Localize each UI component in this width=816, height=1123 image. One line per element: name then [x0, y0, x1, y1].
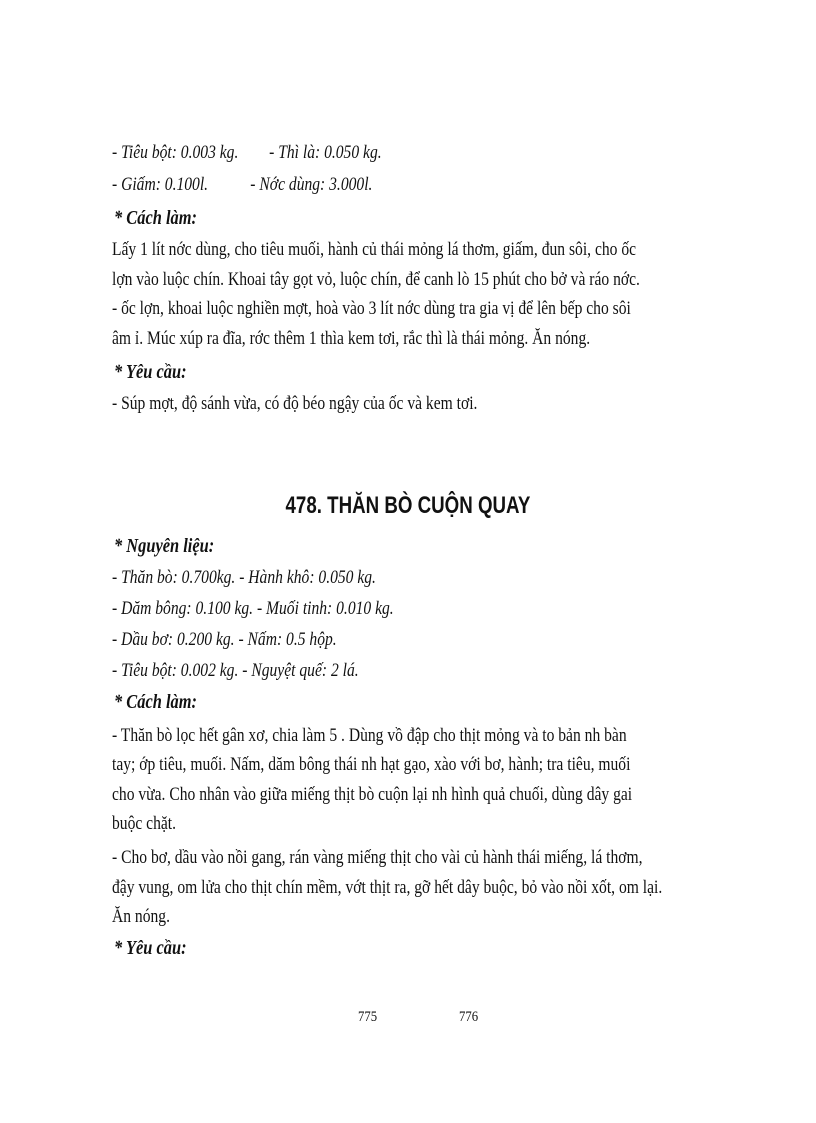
ingredient-line: - Dầu bơ: 0.200 kg. - Nấm: 0.5 hộp.: [112, 629, 337, 650]
method-heading: * Cách làm:: [114, 691, 197, 713]
recipe-title: [0, 491, 816, 521]
recipe-title-text: 478. THĂN BÒ CUỘN QUAY: [285, 492, 531, 519]
ingredient-item: - Thì là: 0.050 kg.: [269, 142, 382, 163]
paragraph-line: âm ỉ. Múc xúp ra đĩa, rớc thêm 1 thìa kem tơi, rắc thì là thái mỏng. Ăn nóng.: [112, 328, 591, 349]
paragraph-line: - Súp mợt, độ sánh vừa, có độ béo ngậy của ốc và kem tơi.: [112, 393, 478, 414]
ingredient-item: - Giấm: 0.100l.: [112, 174, 209, 195]
paragraph-line: - ốc lợn, khoai luộc nghiền mợt, hoà vào 3 lít nớc dùng tra gia vị để lên bếp cho sôi: [112, 298, 631, 319]
paragraph-line: cho vừa. Cho nhân vào giữa miếng thịt bò cuộn lại nh hình quả chuối, dùng dây gai: [112, 784, 633, 805]
paragraph-line: Ăn nóng.: [112, 906, 171, 927]
requirements-heading: * Yêu cầu:: [114, 361, 187, 383]
ingredient-line: [112, 173, 372, 197]
paragraph-line: - Thăn bò lọc hết gân xơ, chia làm 5 . Dùng vồ đập cho thịt mỏng và to bản nh bàn: [112, 725, 627, 746]
paragraph-line: lợn vào luộc chín. Khoai tây gọt vỏ, luộc chín, để canh lò 15 phút cho bở và ráo nớc.: [112, 269, 640, 290]
paragraph-line: tay; ớp tiêu, muối. Nấm, dăm bông thái nh hạt gạo, xào với bơ, hành; tra tiêu, muối: [112, 754, 631, 775]
page-number-left: 775: [358, 1009, 378, 1025]
ingredient-line: [112, 141, 382, 165]
ingredient-item: - Tiêu bột: 0.003 kg.: [112, 142, 239, 163]
requirements-heading: * Yêu cầu:: [114, 937, 187, 959]
ingredient-item: - Nớc dùng: 3.000l.: [250, 174, 373, 195]
ingredient-line: - Dăm bông: 0.100 kg. - Muối tinh: 0.010 kg.: [112, 598, 394, 619]
paragraph-line: Lấy 1 lít nớc dùng, cho tiêu muối, hành củ thái mỏng lá thơm, giấm, đun sôi, cho ốc: [112, 239, 637, 260]
ingredient-line: - Tiêu bột: 0.002 kg. - Nguyệt quế: 2 lá.: [112, 660, 359, 681]
ingredient-line: - Thăn bò: 0.700kg. - Hành khô: 0.050 kg.: [112, 567, 376, 588]
paragraph-line: buộc chặt.: [112, 813, 177, 834]
method-heading: * Cách làm:: [114, 207, 197, 229]
paragraph-line: đậy vung, om lửa cho thịt chín mềm, vớt thịt ra, gỡ hết dây buộc, bỏ vào nồi xốt, om lại.: [112, 877, 663, 898]
paragraph-line: - Cho bơ, dầu vào nồi gang, rán vàng miếng thịt cho vài củ hành thái miếng, lá thơm,: [112, 847, 643, 868]
ingredients-heading: * Nguyên liệu:: [114, 535, 215, 557]
page-number-right: 776: [459, 1009, 479, 1025]
